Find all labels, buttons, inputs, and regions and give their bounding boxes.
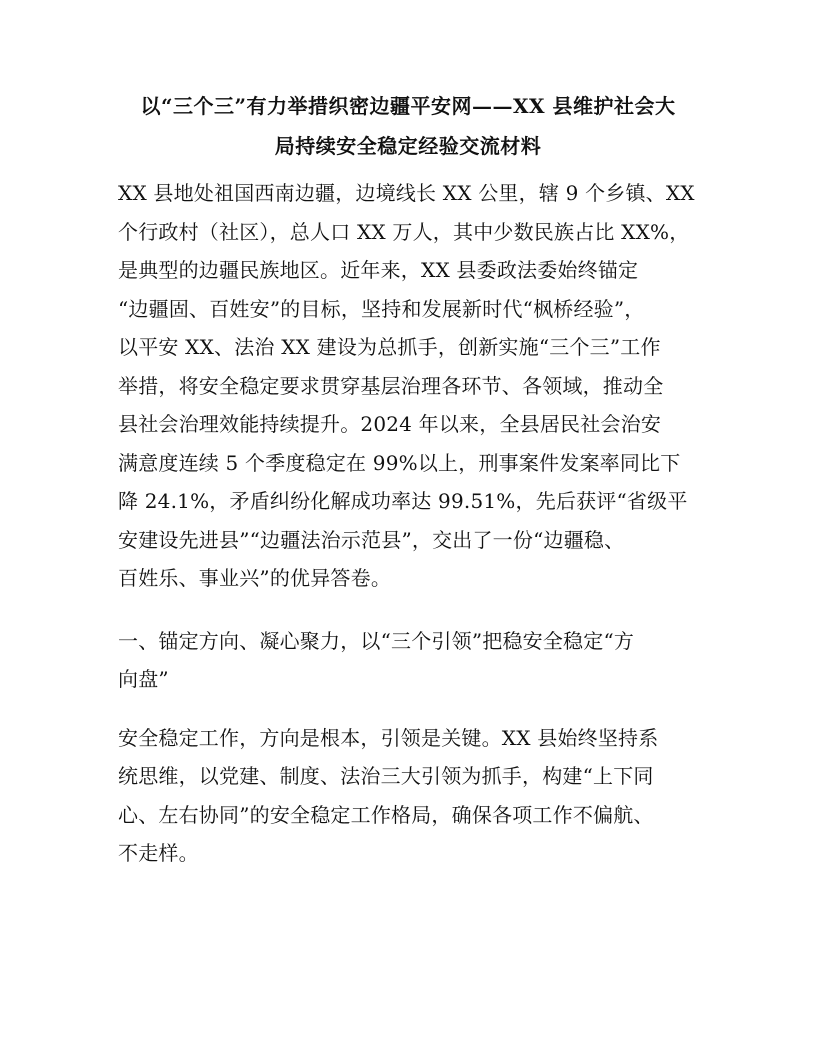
title-line: 以“三个三”有力举措织密边疆平安网——XX 县维护社会大 (140, 94, 676, 118)
heading-line: 向盘” (118, 667, 169, 691)
paragraph-line: 百姓乐、事业兴”的优异答卷。 (118, 566, 392, 590)
section-heading (118, 622, 698, 699)
paragraph-line: 县社会治理效能持续提升。2024 年以来，全县居民社会治安 (118, 412, 662, 436)
paragraph-line: 安建设先进县”“边疆法治示范县”，交出了一份“边疆稳、 (118, 527, 625, 552)
heading-line: 一、锚定方向、凝心聚力，以“三个引领”把稳安全稳定“方 (118, 628, 635, 653)
paragraph-line: 统思维，以党建、制度、法治三大引领为抓手，构建“上下同 (118, 764, 654, 788)
document-title (118, 86, 698, 166)
paragraph-line: 心、左右协同”的安全稳定工作格局，确保各项工作不偏航、 (118, 802, 654, 827)
paragraph-line: 个行政村（社区），总人口 XX 万人，其中少数民族占比 XX%， (118, 219, 690, 244)
paragraph-line: “边疆固、百姓安”的目标，坚持和发展新时代“枫桥经验”， (118, 296, 645, 321)
paragraph-line: 安全稳定工作，方向是根本，引领是关键。XX 县始终坚持系 (118, 725, 659, 750)
paragraph-line: 满意度连续 5 个季度稳定在 99%以上，刑事案件发案率同比下 (118, 450, 681, 475)
intro-paragraph (118, 174, 698, 598)
paragraph-line: 是典型的边疆民族地区。近年来，XX 县委政法委始终锚定 (118, 258, 639, 282)
title-line: 局持续安全稳定经验交流材料 (274, 134, 542, 158)
paragraph-line: XX 县地处祖国西南边疆，边境线长 XX 公里，辖 9 个乡镇、XX (118, 181, 695, 205)
paragraph-line: 不走样。 (118, 841, 199, 865)
section-paragraph (118, 719, 698, 873)
paragraph-line: 以平安 XX、法治 XX 建设为总抓手，创新实施“三个三”工作 (118, 335, 661, 359)
paragraph-line: 举措，将安全稳定要求贯穿基层治理各环节、各领域，推动全 (118, 373, 664, 398)
paragraph-line: 降 24.1%，矛盾纠纷化解成功率达 99.51%，先后获评“省级平 (118, 489, 688, 513)
